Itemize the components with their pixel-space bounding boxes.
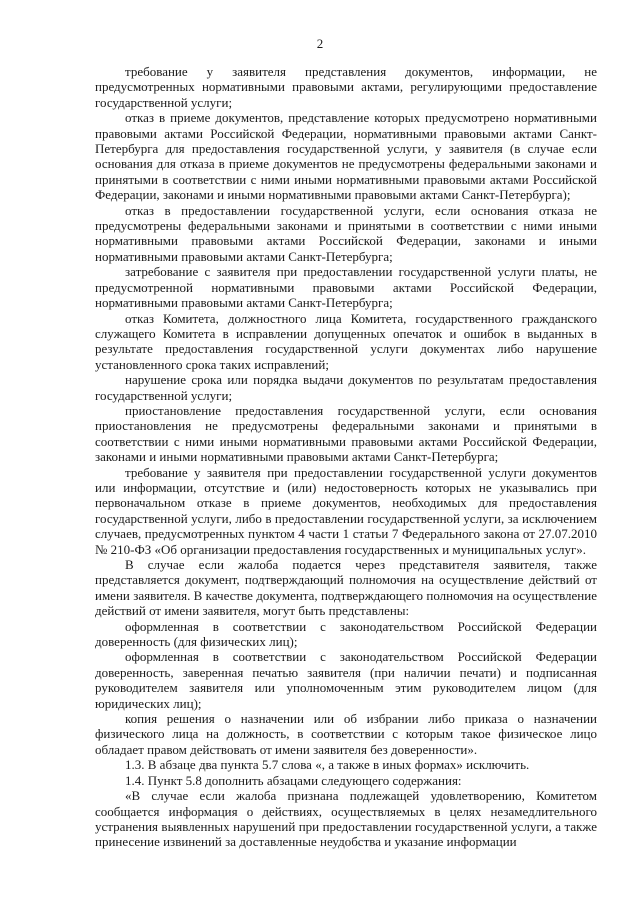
paragraph: отказ Комитета, должностного лица Комитета, государственного гражданского служащего Комитета в исправлении допущенных опечаток и ошибок в выданных в результате предоставления государственной услуги документах либо нарушение установленного срока таких исправлений; <box>95 310 597 372</box>
paragraph: нарушение срока или порядка выдачи документов по результатам предоставления государственной услуги; <box>95 372 597 403</box>
paragraph: требование у заявителя при предоставлении государственной услуги документов или информации, отсутствие и (или) недостоверность которых не указывались при первоначальном отказе в приеме документов, необходимых для предоставления государственной услуги, либо в предоставлении государственной услуги, за исключением случаев, предусмотренных пунктом 4 части 1 статьи 7 Федерального закона от 27.07.2010 № 210-ФЗ «Об организации предоставления государственных и муниципальных услуг». <box>95 464 597 557</box>
document-body <box>95 64 597 850</box>
paragraph: приостановление предоставления государственной услуги, если основания приостановления не предусмотрены федеральными законами и принятыми в соответствии с ними иными нормативными правовыми актами Российской Федерации, законами и иными нормативными правовыми актами Санкт-Петербурга; <box>95 402 597 465</box>
paragraph: оформленная в соответствии с законодательством Российской Федерации доверенность, заверенная печатью заявителя (при наличии печати) и подписанная руководителем заявителя или уполномоченным этим руководителем лицом (для юридических лиц); <box>95 649 597 711</box>
paragraph: 1.3. В абзаце два пункта 5.7 слова «, а также в иных формах» исключить. <box>125 757 530 773</box>
paragraph: В случае если жалоба подается через представителя заявителя, также представляется документ, подтверждающий полномочия на осуществление действий от имени заявителя. В качестве документа, подтверждающего полномочия на осуществление действий от имени заявителя, могут быть представлены: <box>95 557 597 619</box>
paragraph: оформленная в соответствии с законодательством Российской Федерации доверенность (для физических лиц); <box>95 618 597 650</box>
paragraph: «В случае если жалоба признана подлежащей удовлетворению, Комитетом сообщается информация о действиях, осуществляемых в целях незамедлительного устранения выявленных нарушений при предоставлении государственной услуги, а также принесение извинений за доставленные неудобства и указание информации <box>95 788 597 850</box>
paragraph: копия решения о назначении или об избрании либо приказа о назначении физического лица на должность, в соответствии с которым такое физическое лицо обладает правом действовать от имени заявителя без доверенности». <box>95 711 597 757</box>
paragraph: затребование с заявителя при предоставлении государственной услуги платы, не предусмотренной нормативными правовыми актами Российской Федерации, нормативными правовыми актами Санкт-Петербурга; <box>95 264 597 311</box>
paragraph: 1.4. Пункт 5.8 дополнить абзацами следующего содержания: <box>125 772 462 788</box>
paragraph: отказ в приеме документов, представление которых предусмотрено нормативными правовыми актами Российской Федерации, нормативными правовыми актами Санкт-Петербурга для предоставления государственной услуги, у заявителя (в случае если основания для отказа в приеме документов не предусмотрены федеральными законами и принятыми в соответствии с ними иными нормативными правовыми актами Российской Федерации, законами и иными нормативными правовыми актами Санкт-Петербурга); <box>95 110 597 203</box>
page-number: 2 <box>316 36 324 51</box>
paragraph: требование у заявителя представления документов, информации, не предусмотренных нормативными правовыми актами, регулирующими предоставление государственной услуги; <box>95 64 597 110</box>
paragraph: отказ в предоставлении государственной услуги, если основания отказа не предусмотрены федеральными законами и принятыми в соответствии с ними иными нормативными правовыми актами Российской Федерации, законами и иными нормативными правовыми актами Санкт-Петербурга; <box>95 202 597 264</box>
